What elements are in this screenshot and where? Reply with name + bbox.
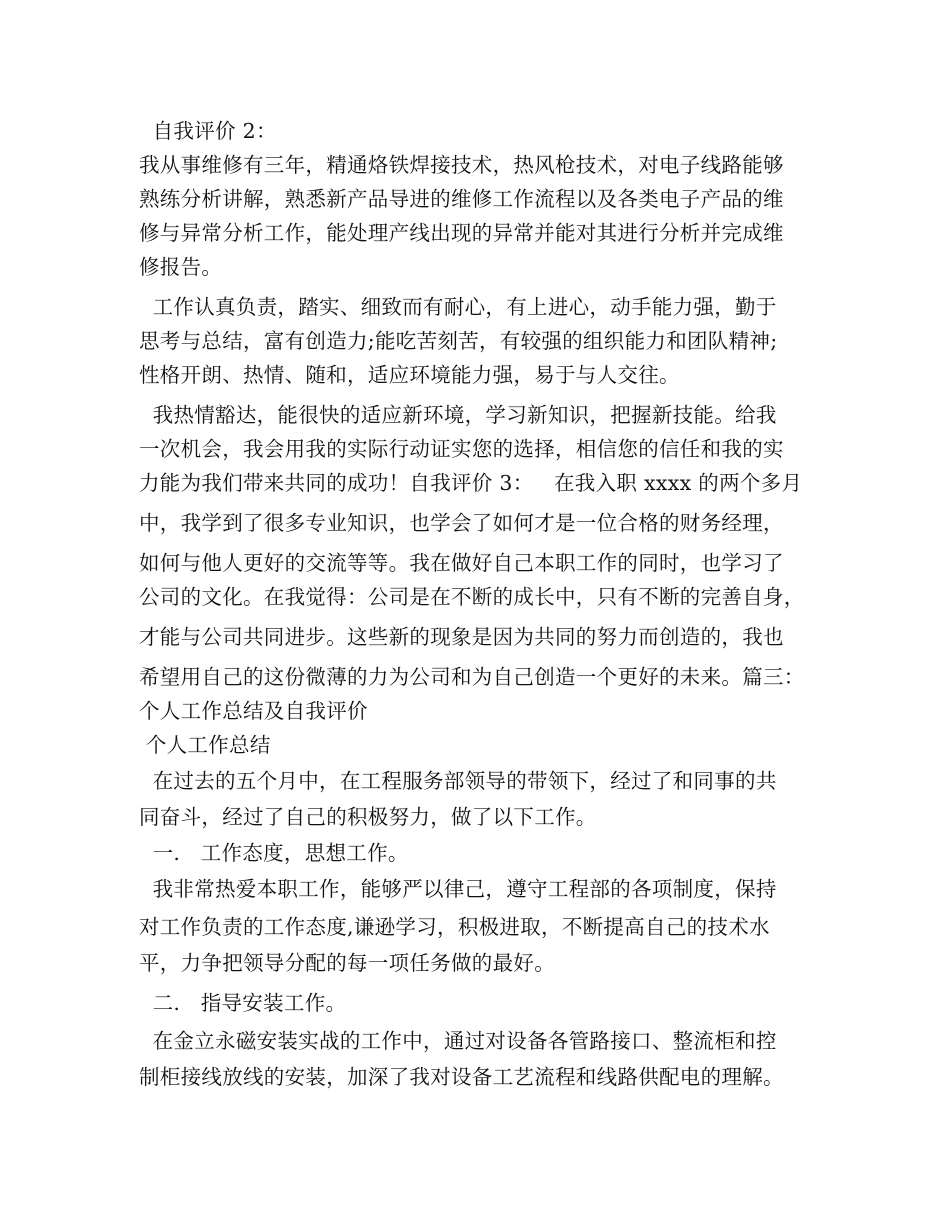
text-line: 个人工作总结及自我评价 [139, 699, 368, 723]
text-line: 自我评价 2： [139, 119, 277, 143]
text-line: 我从事维修有三年，精通烙铁焊接技术，热风枪技术，对电子线路能够 [139, 153, 784, 177]
text-line: 对工作负责的工作态度,谦逊学习，积极进取，不断提高自己的技术水 [139, 915, 770, 939]
text-line: 才能与公司共同进步。这些新的现象是因为共同的努力而创造的，我也 [139, 625, 784, 649]
text-line: 平，力争把领导分配的每一项任务做的最好。 [139, 951, 555, 975]
text-line: 性格开朗、热情、随和，适应环境能力强，易于与人交往。 [139, 363, 680, 387]
text-line: 在金立永磁安装实战的工作中，通过对设备各管路接口、整流柜和控 [139, 1029, 777, 1053]
text-line: 一. 工作态度，思想工作。 [139, 841, 409, 865]
text-line: 工作认真负责，踏实、细致而有耐心，有上进心，动手能力强，勤于 [139, 295, 777, 319]
text-line: 修报告。 [139, 255, 223, 279]
text-line: 制柜接线放线的安装，加深了我对设备工艺流程和线路供配电的理解。 [139, 1065, 784, 1089]
text-line: 我非常热爱本职工作，能够严以律己，遵守工程部的各项制度，保持 [139, 877, 777, 901]
text-line: 我热情豁达，能很快的适应新环境，学习新知识，把握新技能。给我 [139, 403, 777, 427]
text-line: 思考与总结，富有创造力;能吃苦刻苦，有较强的组织能力和团队精神; [139, 329, 778, 353]
text-line: 在过去的五个月中，在工程服务部领导的带领下，经过了和同事的共 [139, 769, 777, 793]
text-line: 力能为我们带来共同的成功！自我评价 3： 在我入职 xxxx 的两个多月 [139, 471, 803, 495]
text-line: 公司的文化。在我觉得：公司是在不断的成长中，只有不断的完善自身， [139, 585, 805, 609]
text-line: 二. 指导安装工作。 [139, 991, 347, 1015]
text-line: 如何与他人更好的交流等等。我在做好自己本职工作的同时，也学习了 [139, 551, 784, 575]
text-line: 修与异常分析工作，能处理产线出现的异常并能对其进行分析并完成维 [139, 221, 784, 245]
text-line: 一次机会，我会用我的实际行动证实您的选择，相信您的信任和我的实 [139, 437, 784, 461]
text-line: 熟练分析讲解，熟悉新产品导进的维修工作流程以及各类电子产品的维 [139, 187, 784, 211]
text-line: 同奋斗，经过了自己的积极努力，做了以下工作。 [139, 805, 597, 829]
text-line: 希望用自己的这份微薄的力为公司和为自己创造一个更好的未来。篇三： [139, 665, 805, 689]
text-line: 个人工作总结 [139, 733, 271, 757]
text-line: 中，我学到了很多专业知识，也学会了如何才是一位合格的财务经理， [139, 511, 784, 535]
